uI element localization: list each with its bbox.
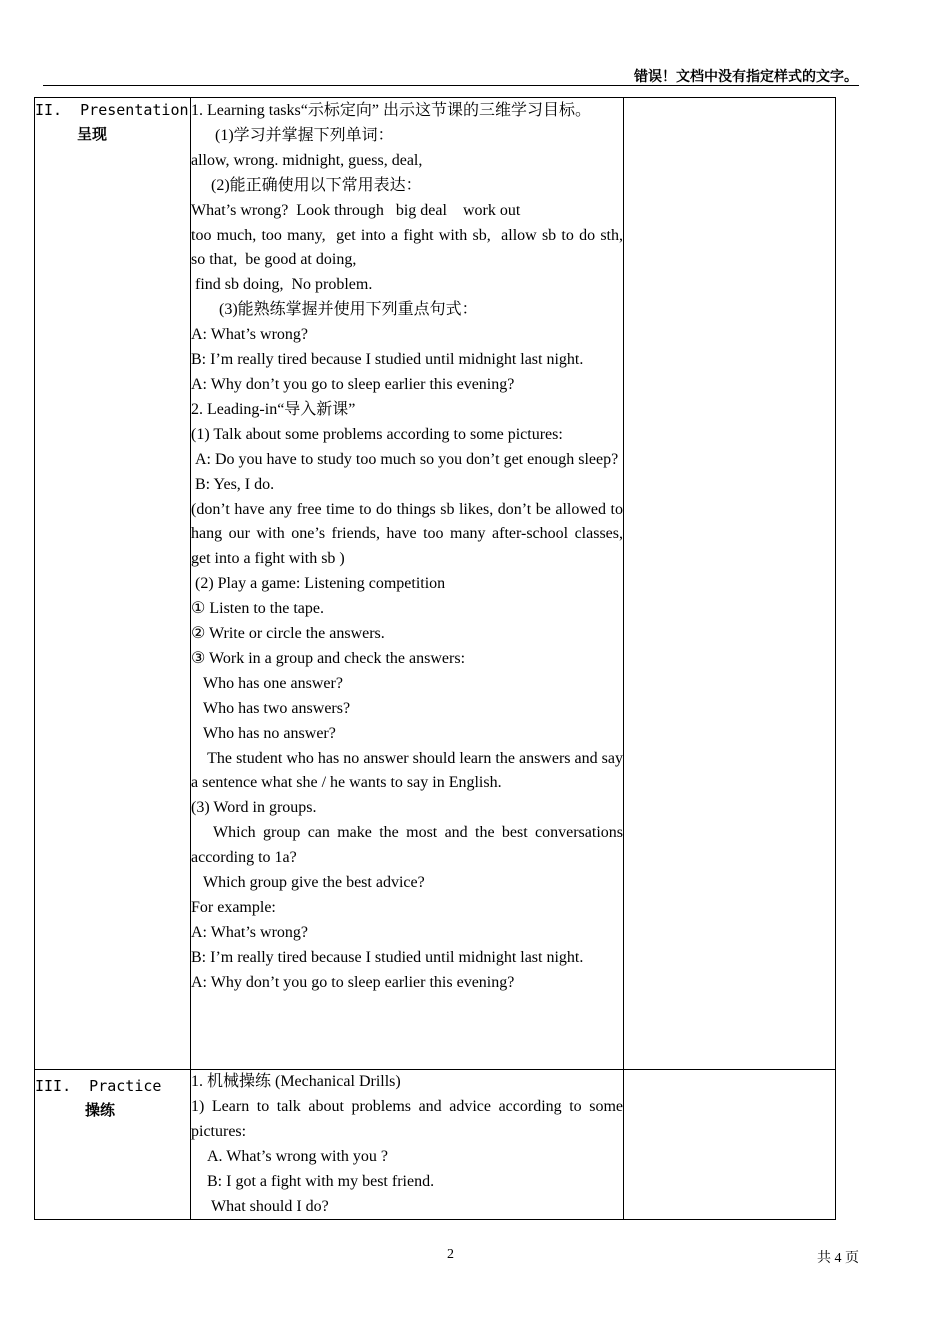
content-line: (3) Word in groups.	[191, 799, 317, 817]
table-row-presentation	[35, 98, 836, 1070]
content-line: B: I’m really tired because I studied until midnight last night.	[191, 351, 584, 369]
content-line: too much, too many, get into a fight with sb, allow sb to do sth, so that, be good at doing,	[191, 226, 631, 269]
content-line: B: Yes, I do.	[191, 475, 275, 493]
section-label-cn: 呈现	[77, 125, 108, 143]
content-line: 1. 机械操练 (Mechanical Drills)	[191, 1073, 401, 1090]
content-line: B: I’m really tired because I studied until midnight last night.	[191, 948, 584, 966]
content-line: (2) Play a game: Listening competition	[191, 575, 446, 593]
content-line: A: Why don’t you go to sleep earlier this evening?	[191, 375, 515, 393]
content-line: (1) Talk about some problems according to some pictures:	[191, 425, 563, 443]
content-line: Who has one answer?	[191, 674, 343, 692]
section-content-practice	[191, 1070, 627, 1220]
content-line: B: I got a fight with my best friend.	[191, 1172, 435, 1190]
content-line: (don’t have any free time to do things sb likes, don’t be allowed to hang our with one’s friends, have too many after-school classes, get into a fight with sb )	[191, 500, 627, 568]
content-line: What should I do?	[191, 1197, 329, 1215]
content-line: A: What’s wrong?	[191, 326, 309, 344]
section-label-en: III. Practice	[35, 1077, 162, 1095]
section-label-cn: 操练	[85, 1101, 116, 1119]
header-rule	[43, 85, 859, 86]
content-line: find sb doing, No problem.	[191, 276, 373, 294]
page-total: 共 4 页	[817, 1251, 859, 1266]
section-label-en: II. Presentation	[35, 101, 189, 119]
page-number: 2	[447, 1247, 454, 1262]
content-line: A. What’s wrong with you ?	[191, 1147, 389, 1165]
content-line: ② Write or circle the answers.	[191, 625, 385, 643]
content-line: Which group can make the most and the best conversations according to 1a?	[191, 824, 628, 867]
page-header-text: 错误！文档中没有指定样式的文字。	[634, 69, 858, 85]
content-line: (3)能熟练掌握并使用下列重点句式：	[191, 301, 478, 319]
content-line: A: Why don’t you go to sleep earlier this evening?	[191, 973, 515, 991]
content-line: What’s wrong? Look through big deal work out	[191, 201, 521, 219]
content-line: allow, wrong. midnight, guess, deal,	[191, 151, 423, 169]
content-line: The student who has no answer should learn the answers and say a sentence what she / he wants to say in English.	[191, 749, 628, 792]
content-line: A: What’s wrong?	[191, 923, 309, 941]
section-label-practice	[35, 1070, 191, 1220]
section-label-presentation	[35, 98, 191, 1070]
table-row-practice	[35, 1070, 836, 1220]
lesson-plan-table	[34, 97, 836, 1220]
section-content-presentation	[191, 98, 631, 1070]
content-line: (2)能正确使用以下常用表达：	[191, 176, 422, 194]
content-line: ③ Work in a group and check the answers:	[191, 649, 466, 667]
content-line: A: Do you have to study too much so you don’t get enough sleep?	[191, 450, 619, 468]
section-notes-presentation	[624, 98, 836, 1070]
section-notes-practice	[624, 1070, 836, 1220]
content-line: Who has two answers?	[191, 699, 351, 717]
content-line: Which group give the best advice?	[191, 874, 425, 892]
content-line: 2. Leading-in“导入新课”	[191, 400, 356, 418]
content-line: ① Listen to the tape.	[191, 600, 324, 618]
content-line: 1) Learn to talk about problems and advice according to some pictures:	[191, 1097, 627, 1140]
content-line: For example:	[191, 899, 276, 916]
content-line: Who has no answer?	[191, 724, 336, 742]
content-line: (1)学习并掌握下列单词：	[191, 126, 394, 144]
content-line: 1. Learning tasks“示标定向” 出示这节课的三维学习目标。	[191, 102, 591, 119]
